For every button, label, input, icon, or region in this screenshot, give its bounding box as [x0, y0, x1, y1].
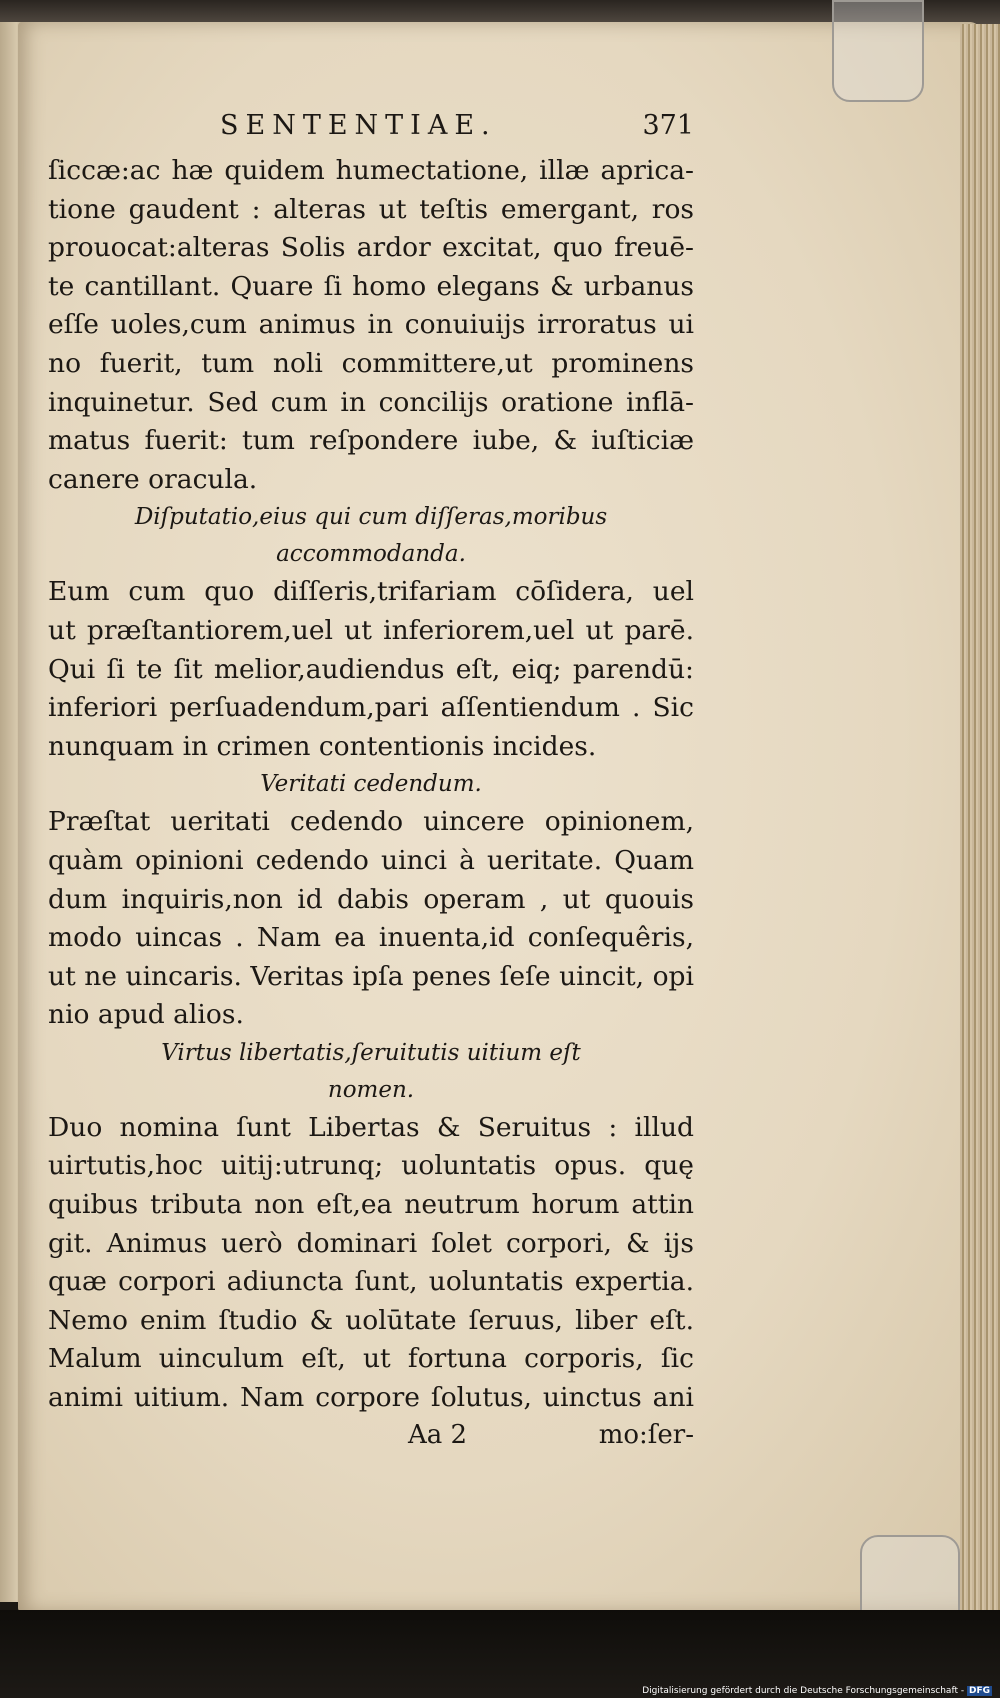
text-line: Eum cum quo diſſeris,trifariam cōſidera, uel: [48, 576, 694, 608]
paragraph-intro: [48, 152, 694, 499]
heading-line: Virtus libertatis,ſeruitutis uitium eſt: [161, 1039, 581, 1066]
page-text: [48, 108, 694, 1458]
text-line: quæ corpori adiuncta ſunt, uoluntatis expertia.: [48, 1266, 694, 1298]
text-line: Qui ſi te ſit melior,audiendus eſt, eiq; parendū:: [48, 653, 694, 685]
running-head: [48, 108, 694, 152]
text-line: dum inquiris,non id dabis operam , ut quouis: [48, 883, 694, 915]
text-line: Malum uinculum eſt, ut fortuna corporis, ſic: [48, 1343, 694, 1375]
text-line: Præſtat ueritati cedendo uincere opinionem,: [48, 806, 694, 838]
text-line: uirtutis,hoc uitij:utrunq; uoluntatis opus. quę: [48, 1150, 694, 1182]
heading-line: Veritati cedendum.: [260, 771, 482, 798]
text-line: animi uitium. Nam corpore ſolutus, uinctus ani: [48, 1382, 694, 1414]
section-heading-disputatio: [48, 499, 694, 573]
text-line: tione gaudent : alteras ut teſtis emergant, ros: [48, 193, 694, 225]
scanner-bottom-band: [0, 1610, 1000, 1698]
text-line: quibus tributa non eſt,ea neutrum horum attin: [48, 1189, 694, 1221]
text-line: canere oracula.: [48, 463, 258, 495]
paragraph-disputatio: [48, 573, 694, 766]
paragraph-veritati: [48, 803, 694, 1035]
heading-line: accommodanda.: [276, 541, 466, 568]
credit-text: Digitalisierung gefördert durch die Deutsche Forschungsgemeinschaft -: [642, 1686, 965, 1696]
text-line: ſiccæ:ac hæ quidem humectatione, illæ aprica-: [48, 155, 694, 186]
catchword: mo:ſer-: [598, 1419, 694, 1450]
text-line: Duo nomina ſunt Libertas & Seruitus : illud: [48, 1111, 694, 1143]
section-heading-veritati: [48, 766, 694, 803]
heading-line: Diſputatio,eius qui cum diſſeras,moribus: [134, 504, 608, 531]
text-line: ut præſtantiorem,uel ut inferiorem,uel ut parē.: [48, 614, 694, 646]
text-line: ut ne uincaris. Veritas ipſa penes ſeſe uincit, opi: [48, 960, 694, 992]
text-line: Nemo enim ſtudio & uolūtate ſeruus, liber eſt.: [48, 1304, 694, 1336]
page-footer: [48, 1420, 694, 1458]
text-line: modo uincas . Nam ea inuenta,id conſequêris,: [48, 922, 694, 954]
digitization-credit: [642, 1686, 992, 1698]
signature-mark: Aa 2: [408, 1419, 468, 1450]
dfg-logo: DFG: [968, 1686, 990, 1696]
paragraph-virtus: [48, 1109, 694, 1418]
text-line: nunquam in crimen contentionis incides.: [48, 730, 597, 762]
text-line: eſſe uoles,cum animus in conuiuijs irroratus ui: [48, 309, 694, 341]
text-line: no fuerit, tum noli committere,ut prominens: [48, 347, 694, 379]
text-line: git. Animus uerò dominari ſolet corpori, & ijs: [48, 1227, 694, 1259]
text-line: te cantillant. Quare ſi homo elegans & urbanus: [48, 270, 694, 302]
section-heading-virtus: [48, 1035, 694, 1109]
text-line: matus fuerit: tum reſpondere iube, & iuſticiæ: [48, 425, 694, 457]
page-clip-top: [832, 0, 924, 102]
text-line: inferiori perſuadendum,pari aſſentiendum . Sic: [48, 692, 694, 724]
text-line: inquinetur. Sed cum in concilijs oratione inflā-: [48, 386, 694, 418]
heading-line: nomen.: [327, 1076, 415, 1103]
text-line: nio apud alios.: [48, 999, 244, 1031]
running-head-title: SENTENTIAE.: [220, 110, 497, 141]
text-line: quàm opinioni cedendo uinci à ueritate. Quam: [48, 844, 694, 876]
page-number: 371: [642, 110, 694, 141]
page-stack-edge: [960, 24, 1000, 1610]
text-line: prouocat:alteras Solis ardor excitat, quo freuē-: [48, 232, 694, 264]
